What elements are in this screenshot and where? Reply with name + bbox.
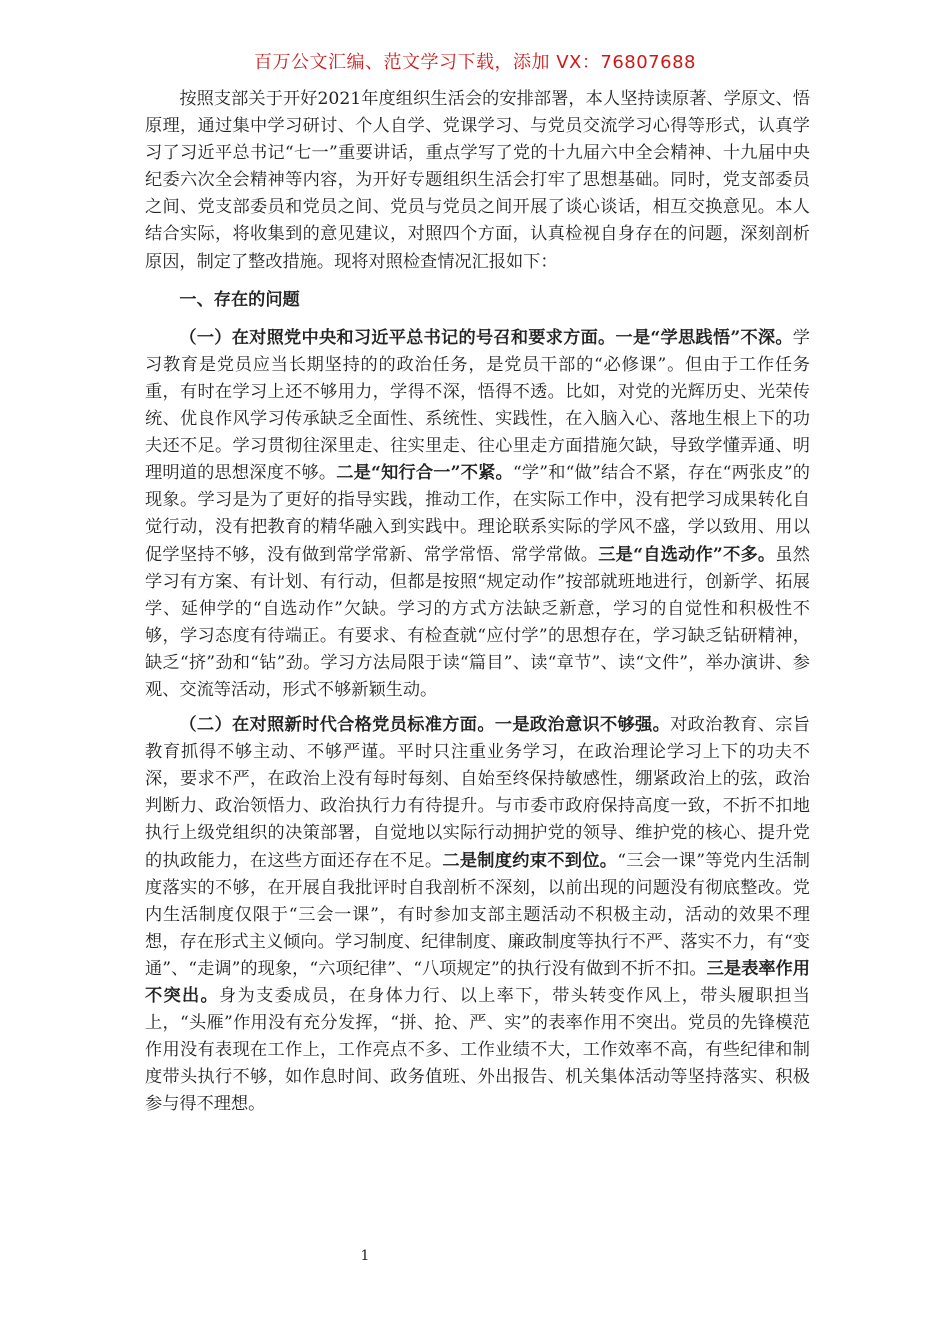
document-body xyxy=(145,86,810,1118)
paragraph-1-text-2: “学”和“做”结合不紧，存在“两张皮”的现象。学习是为了更好的指导实践，推动工作，在实际工作中，没有把学习成果转化自觉行动，没有把教育的精华融入到实践中。理论联系实际的学风不盛，学以致用、用以促学坚持不够，没有做到常学常新、常学常悟、常学常做。 xyxy=(145,463,810,565)
page-number: 1 xyxy=(360,1248,370,1264)
paragraph-2 xyxy=(145,712,810,1118)
paragraph-2-text-2: “三会一课”等党内生活制度落实的不够，在开展自我批评时自我剖析不深刻，以前出现的问题没有彻底整改。党内生活制度仅限于“三会一课”，有时参加支部主题活动不积极主动，活动的效果不理想，存在形式主义倾向。学习制度、纪律制度、廉政制度等执行不严、落实不力，有“变通”、“走调”的现象，“六项纪律”、“八项规定”的执行没有做到不折不扣。 xyxy=(145,850,810,979)
paragraph-2-text-3: 身为支委成员，在身体力行、以上率下，带头转变作风上，带头履职担当上，“头雁”作用没有充分发挥，“拼、抢、严、实”的表率作用不突出。党员的先锋模范作用没有表现在工作上，工作亮点不多、工作业绩不大，工作效率不高，有些纪律和制度带头执行不够，如作息时间、政务值班、外出报告、机关集体活动等坚持落实、积极参与得不理想。 xyxy=(145,986,810,1115)
paragraph-1-text-1: 学习教育是党员应当长期坚持的的政治任务，是党员干部的“必修课”。但由于工作任务重，有时在学习上还不够用力，学得不深，悟得不透。比如，对党的光辉历史、光荣传统、优良作风学习传承缺乏全面性、系统性、实践性，在入脑入心、落地生根上下的功夫还不足。学习贯彻往深里走、往实里走、往心里走方面措施欠缺，导致学懂弄通、明理明道的思想深度不够。 xyxy=(145,327,810,484)
paragraph-1-lead: （一）在对照党中央和习近平总书记的号召和要求方面。一是“学思践悟”不深。 xyxy=(179,327,793,348)
paragraph-1-point-3: 三是“自选动作”不多。 xyxy=(598,544,776,565)
paragraph-2-point-2: 二是制度约束不到位。 xyxy=(442,850,618,871)
paragraph-2-text-1: 对政治教育、宗旨教育抓得不够主动、不够严谨。平时只注重业务学习，在政治理论学习上下的功夫不深，要求不严，在政治上没有每时每刻、自始至终保持敏感性，绷紧政治上的弦，政治判断力、政治领悟力、政治执行力有待提升。与市委市政府保持高度一致，不折不扣地执行上级党组织的决策部署，自觉地以实际行动拥护党的领导、维护党的核心、提升党的执政能力，在这些方面还存在不足。 xyxy=(145,715,810,871)
paragraph-2-point-3: 三是表率作用不突出。 xyxy=(145,958,810,1006)
paragraph-1-text-3: 虽然学习有方案、有计划、有行动，但都是按照“规定动作”按部就班地进行，创新学、拓展学、延伸学的“自选动作”欠缺。学习的方式方法缺乏新意，学习的自觉性和积极性不够，学习态度有待端正。有要求、有检查就“应付学”的思想存在，学习缺乏钻研精神，缺乏“挤”劲和“钻”劲。学习方法局限于读“篇目”、读“章节”、读“文件”，举办演讲、参观、交流等活动，形式不够新颖生动。 xyxy=(145,544,810,700)
paragraph-1 xyxy=(145,325,810,704)
header-banner: 百万公文汇编、范文学习下载，添加 VX：76807688 xyxy=(254,52,696,73)
intro-paragraph: 按照支部关于开好2021年度组织生活会的安排部署，本人坚持读原著、学原文、悟原理，通过集中学习研讨、个人自学、党课学习、与党员交流学习心得等形式，认真学习了习近平总书记“七一”重要讲话，重点学写了党的十九届六中全会精神、十九届中央纪委六次全会精神等内容，为开好专题组织生活会打牢了思想基础。同时，党支部委员之间、党支部委员和党员之间、党员与党员之间开展了谈心谈话，相互交换意见。本人结合实际，将收集到的意见建议，对照四个方面，认真检视自身存在的问题，深刻剖析原因，制定了整改措施。现将对照检查情况汇报如下： xyxy=(145,89,810,272)
section-heading: 一、存在的问题 xyxy=(179,289,300,310)
paragraph-2-lead: （二）在对照新时代合格党员标准方面。一是政治意识不够强。 xyxy=(179,715,671,736)
paragraph-1-point-2: 二是“知行合一”不紧。 xyxy=(336,463,513,484)
